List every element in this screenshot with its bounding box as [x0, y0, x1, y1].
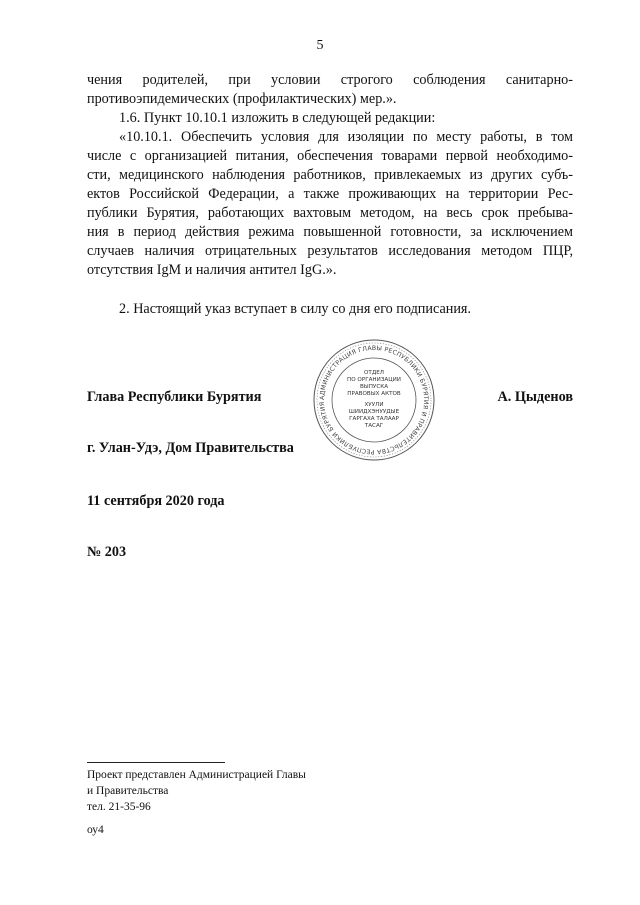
svg-text:АДМИНИСТРАЦИЯ ГЛАВЫ РЕСПУБЛИКИ — [319, 345, 429, 455]
seal-text: ПРАВОВЫХ АКТОВ — [347, 391, 401, 397]
signatory-name: А. Цыденов — [497, 389, 573, 405]
paragraph-line: 1.6. Пункт 10.10.1 изложить в следующей редакции: — [119, 110, 436, 126]
signing-date: 11 сентября 2020 года — [87, 493, 225, 509]
paragraph-line: ектов Российской Федерации, а также проживающих на территории Рес- — [87, 186, 573, 202]
signing-place: г. Улан-Удэ, Дом Правительства — [87, 440, 294, 456]
seal-text: ОТДЕЛ — [364, 370, 384, 376]
footnote-line: Проект представлен Администрацией Главы — [87, 769, 306, 781]
seal-text: ТАСАГ — [364, 423, 384, 429]
footnote-line: тел. 21-35-96 — [87, 801, 151, 813]
seal-text: ХУУЛИ — [364, 402, 384, 408]
signatory-position: Глава Республики Бурятия — [87, 389, 262, 405]
paragraph-line: отсутствия IgM и наличия антител IgG.». — [87, 262, 337, 278]
page-number: 5 — [316, 38, 324, 53]
footnote-divider — [87, 762, 225, 763]
official-seal-icon — [312, 338, 436, 462]
seal-text: ГАРГАХА ТАЛААР — [349, 416, 399, 422]
seal-text: ШИИДХЭНУУДЫЕ — [348, 409, 400, 415]
footnote — [87, 767, 306, 815]
decree-number: № 203 — [87, 544, 127, 560]
paragraph-line: 2. Настоящий указ вступает в силу со дня его подписания. — [119, 301, 472, 317]
seal-text: ВЫПУСКА — [359, 384, 389, 390]
paragraph-line: «10.10.1. Обеспечить условия для изоляции по месту работы, в том — [119, 129, 573, 145]
paragraph-line: сти, медицинского наблюдения работников, привлекаемых из других субъ- — [87, 167, 573, 183]
paragraph-line: случаев наличия отрицательных результатов исследования методом ПЦР, — [87, 243, 573, 259]
footnote-line: и Правительства — [87, 785, 169, 797]
document-body — [87, 71, 573, 319]
paragraph-line: противоэпидемических (профилактических) мер.». — [87, 91, 397, 107]
paragraph-line: числе с организацией питания, обеспечения товарами первой необходимо- — [87, 148, 573, 164]
seal-text: ПО ОРГАНИЗАЦИИ — [347, 377, 401, 383]
paragraph-line: чения родителей, при условии строгого соблюдения санитарно- — [87, 72, 573, 88]
seal-ring-text: АДМИНИСТРАЦИЯ ГЛАВЫ РЕСПУБЛИКИ БУРЯТИЯ И ПРАВИТЕЛЬСТВА РЕСПУБЛИКИ БУРЯТИЯ — [318, 344, 430, 456]
paragraph-line: ния в период действия режима повышенной готовности, за исключением — [87, 224, 573, 240]
paragraph-line: публики Бурятия, работающих вахтовым методом, на весь срок пребыва- — [87, 205, 573, 221]
paragraph-gap — [87, 280, 573, 300]
document-code: оу4 — [87, 824, 104, 836]
